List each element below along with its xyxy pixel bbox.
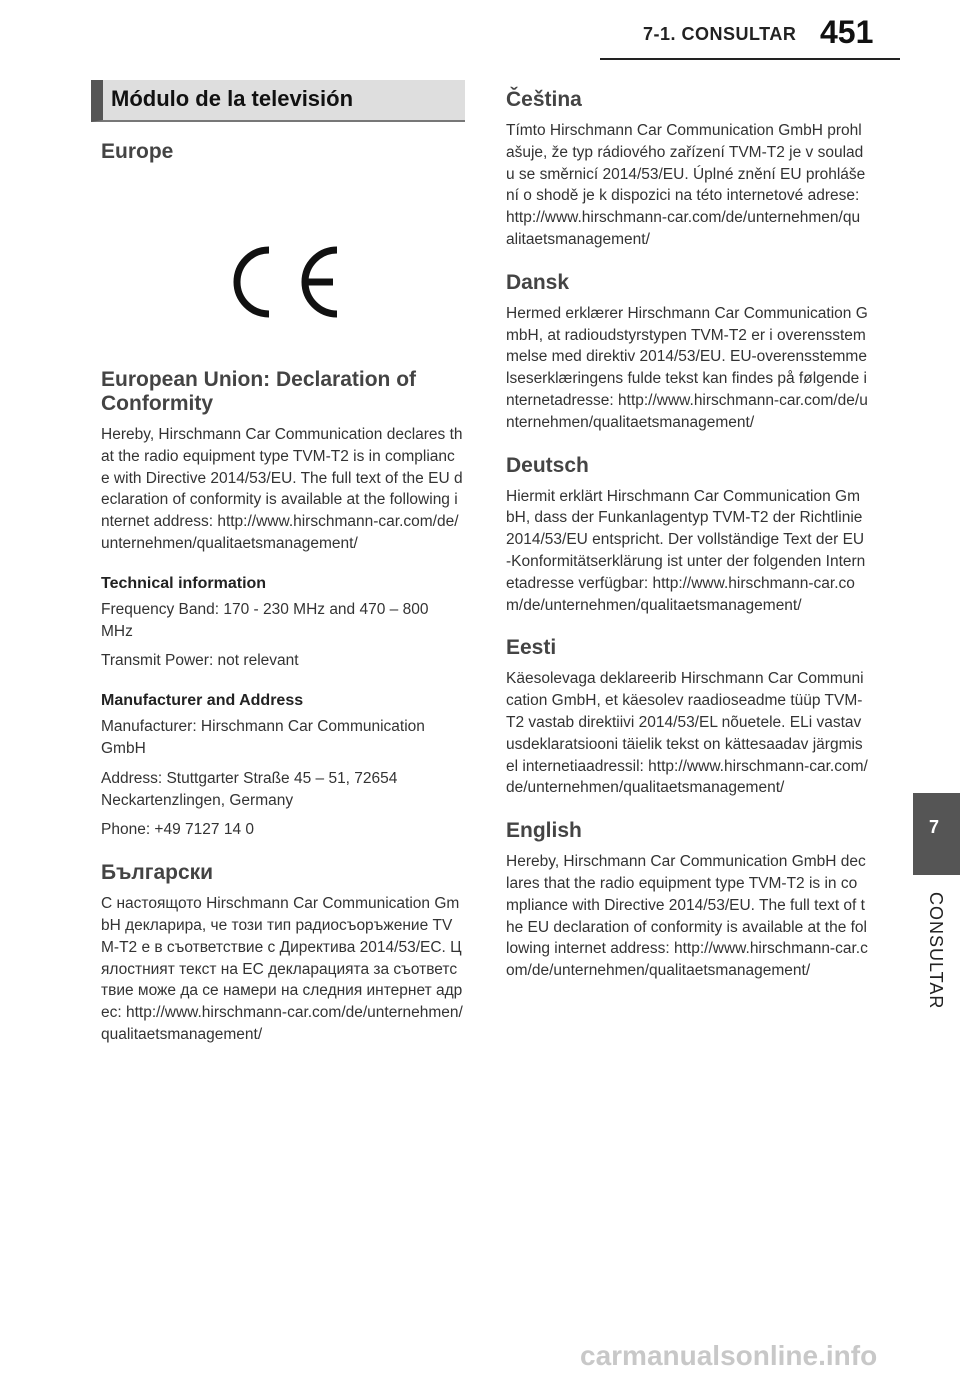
chapter-number: 7	[929, 817, 940, 837]
ce-mark-graphic	[227, 242, 347, 322]
chapter-label: CONSULTAR	[926, 892, 946, 1010]
eu-declaration-heading: European Union: Declaration of Conformity	[101, 368, 417, 415]
left-column	[101, 140, 463, 1054]
german-text: Hiermit erklärt Hirschmann Car Communication GmbH, dass der Funkanlagentyp TVM-T2 der Richtlinie 2014/53/EU entspricht. Der vollständige Text der EU-Konformitätserklärung ist unter der folgenden Internetadresse verfügbar: http://www.hirschmann-car.com/de/unternehmen/qualitaetsmanagement/	[506, 487, 866, 614]
danish-heading: Dansk	[506, 270, 570, 294]
region-heading: Europe	[101, 140, 174, 163]
english-text: Hereby, Hirschmann Car Communication GmbH declares that the radio equipment type TVM-T2 is in compliance with Directive 2014/53/EU. The full text of the EU declaration of conformity is available at the following internet address: http://www.hirschmann-car.com/de/unternehmen/qualitaetsmanagement/	[506, 853, 868, 980]
english-heading: English	[506, 819, 582, 843]
section-title: Módulo de la televisión	[111, 86, 354, 111]
tech-frequency: Frequency Band: 170 - 230 MHz and 470 – 800 MHz	[101, 600, 429, 640]
section-header: 7-1. CONSULTAR	[643, 24, 797, 44]
watermark: carmanualsonline.info	[580, 1340, 878, 1371]
eu-declaration-text: Hereby, Hirschmann Car Communication declares that the radio equipment type TVM-T2 is in compliance with Directive 2014/53/EU. The full text of the EU declaration of conformity is available at the following internet address: http://www.hirschmann-car.com/de/unternehmen/qualitaetsmanagement/	[101, 426, 463, 552]
manufacturer-address: Address: Stuttgarter Straße 45 – 51, 72654 Neckartenzlingen, Germany	[101, 769, 398, 809]
section-title-bar	[91, 80, 465, 122]
czech-heading: Čeština	[506, 88, 582, 111]
estonian-text: Käesolevaga deklareerib Hirschmann Car Communication GmbH, et käesolev raadioseadme tüüp TVM-T2 vastab direktiivi 2014/53/EL nõuetele. ELi vastavusdeklaratsiooni täielik tekst on kättesaadav järgmisel internetiaadressil: http://www.hirschmann-car.com/de/unternehmen/qualitaetsmanagement/	[506, 670, 868, 797]
tech-power: Transmit Power: not relevant	[101, 652, 299, 670]
header-divider	[600, 58, 900, 60]
manufacturer-phone: Phone: +49 7127 14 0	[101, 821, 254, 839]
manufacturer-heading: Manufacturer and Address	[101, 692, 304, 710]
manufacturer-name: Manufacturer: Hirschmann Car Communication GmbH	[101, 718, 425, 757]
ce-mark-icon	[227, 242, 347, 342]
chapter-tab	[913, 793, 960, 875]
danish-text: Hermed erklærer Hirschmann Car Communication GmbH, at radioudstyrstypen TVM-T2 er i overensstemmelse med direktiv 2014/53/EU. EU-overensstemmelseserklæringens fulde tekst kan findes på følgende internetadresse: http://www.hirschmann-car.com/de/unternehmen/qualitaetsmanagement/	[506, 304, 868, 431]
estonian-heading: Eesti	[506, 636, 557, 660]
bulgarian-text: С настоящото Hirschmann Car Communication GmbH декларира, че този тип радиосъоръжение TVM-T2 е в съответствие с Директива 2014/53/ЕС. Цялостният текст на ЕС декларацията за съответствие може да се намери на следния интернет адрес: http://www.hirschmann-car.com/de/unternehmen/qualitaetsmanagement/	[101, 895, 463, 1043]
page-number: 451	[820, 14, 874, 50]
german-heading: Deutsch	[506, 453, 589, 477]
czech-text: Tímto Hirschmann Car Communication GmbH prohlašuje, že typ rádiového zařízení TVM-T2 je v souladu se směrnicí 2014/53/EU. Úplné znění EU prohlášení o shodě je k dispozici na této internetové adrese: http://www.hirschmann-car.com/de/unternehmen/qualitaetsmanagement/	[506, 122, 866, 248]
bulgarian-heading: Български	[101, 861, 214, 885]
tech-info-heading: Technical information	[101, 574, 267, 592]
right-column	[506, 88, 868, 990]
